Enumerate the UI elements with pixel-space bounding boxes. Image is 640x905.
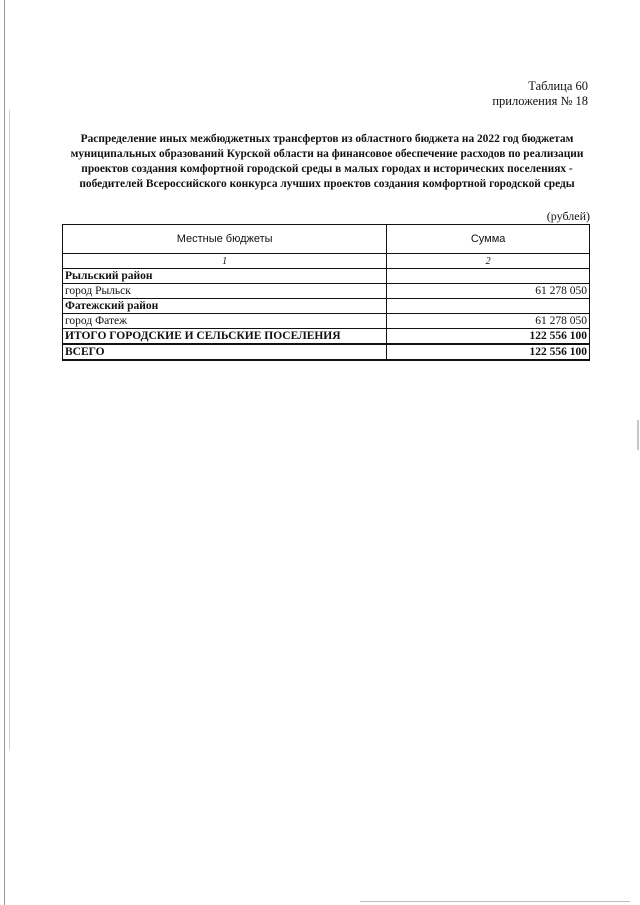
table-reference: Таблица 60 <box>528 79 588 93</box>
table-row-grand-total <box>63 344 590 360</box>
row-amount <box>387 299 590 314</box>
table-row <box>63 299 590 314</box>
column-number-1: 1 <box>63 254 387 269</box>
row-amount: 61 278 050 <box>387 314 590 329</box>
row-name: город Рыльск <box>63 284 387 299</box>
row-amount <box>387 269 590 284</box>
units-label: (рублей) <box>546 209 590 223</box>
table-row <box>63 314 590 329</box>
budget-table <box>62 224 590 361</box>
row-name: ИТОГО ГОРОДСКИЕ И СЕЛЬСКИЕ ПОСЕЛЕНИЯ <box>63 329 387 345</box>
table-row <box>63 284 590 299</box>
scan-page-edge-shadow <box>9 110 10 750</box>
scan-artifact <box>637 420 639 450</box>
column-number-2: 2 <box>387 254 590 269</box>
row-amount: 122 556 100 <box>387 329 590 345</box>
document-title: Распределение иных межбюджетных трансфертов из областного бюджета на 2022 год бюджетам муниципальных образований Курской области на финансовое обеспечение расходов по реализации проектов создания комфортной городской среды в малых городах и исторических поселениях - победителей Всероссийского конкурса лучших проектов создания комфортной городской среды <box>70 133 584 190</box>
column-header-amount: Сумма <box>387 225 590 254</box>
scan-page-edge <box>4 0 5 905</box>
table-row <box>63 269 590 284</box>
row-name: Рыльский район <box>63 269 387 284</box>
column-number-row <box>63 254 590 269</box>
row-name: город Фатеж <box>63 314 387 329</box>
appendix-reference: приложения № 18 <box>492 94 588 108</box>
table-row-subtotal <box>63 329 590 345</box>
row-amount: 61 278 050 <box>387 284 590 299</box>
table-header-row <box>63 225 590 254</box>
row-name: Фатежский район <box>63 299 387 314</box>
column-header-budgets: Местные бюджеты <box>63 225 387 254</box>
row-amount: 122 556 100 <box>387 344 590 360</box>
row-name: ВСЕГО <box>63 344 387 360</box>
scan-bottom-edge <box>360 901 630 902</box>
